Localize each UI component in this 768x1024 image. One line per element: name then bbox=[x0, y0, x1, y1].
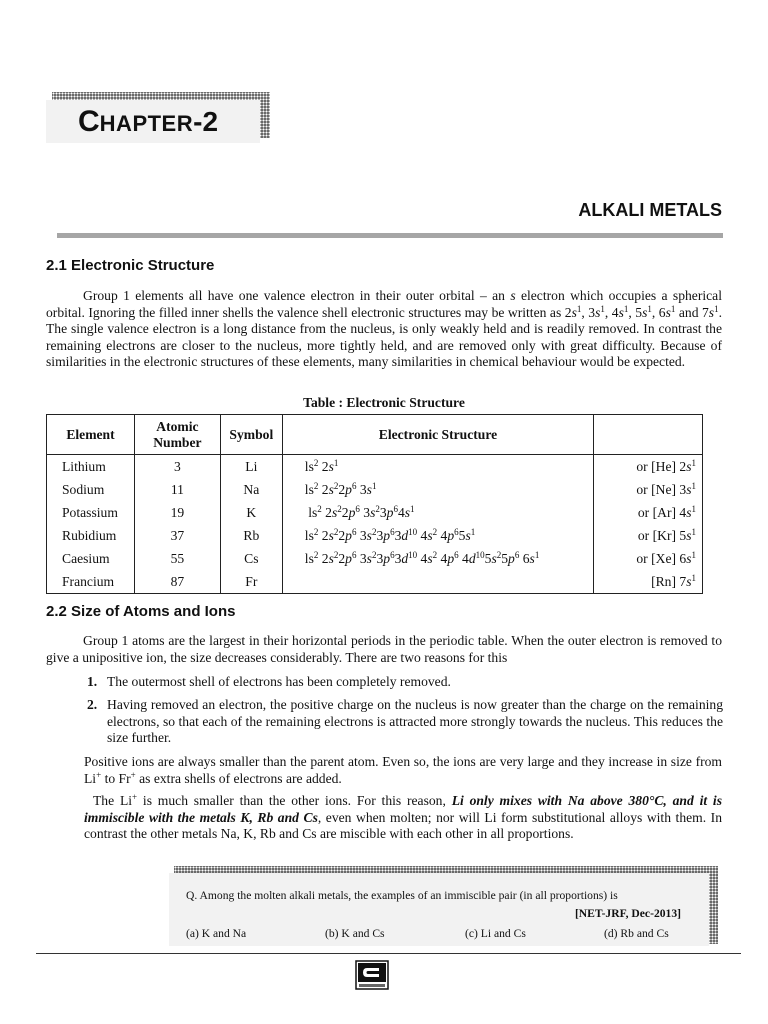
table-row bbox=[47, 501, 703, 524]
header-short-notation bbox=[594, 415, 703, 455]
electron-configuration: $ls^2$ $2s^22p^6$ $3s^23p^64s^1$ bbox=[282, 501, 593, 524]
table-header-row bbox=[47, 415, 703, 455]
header-atomic-number: Atomic Number bbox=[134, 415, 220, 455]
positive-ions-paragraph: Positive ions are always smaller than the parent atom. Even so, the ions are very large and they increase in size from Li+ to Fr+ as extra shells of electrons are added. bbox=[84, 754, 722, 786]
footer-divider bbox=[36, 953, 741, 954]
list-item bbox=[87, 697, 723, 747]
section-heading-electronic-structure: 2.1 Electronic Structure bbox=[46, 257, 215, 274]
option-c: (c) Li and Cs bbox=[465, 927, 526, 940]
short-notation: or [Xe] $6s^1$ bbox=[594, 547, 703, 570]
question-text: Q. Among the molten alkali metals, the examples of an immiscible pair (in all proportions) is bbox=[186, 889, 618, 902]
question-box bbox=[169, 873, 709, 946]
short-notation: or [Ar] $4s^1$ bbox=[594, 501, 703, 524]
atomic-number: 87 bbox=[134, 570, 220, 594]
chapter-label: CHAPTER-2 bbox=[46, 100, 260, 143]
electron-configuration bbox=[282, 570, 593, 594]
option-d: (d) Rb and Cs bbox=[604, 927, 669, 940]
size-intro-paragraph: Group 1 atoms are the largest in their horizontal periods in the periodic table. When the outer electron is removed to give a unipositive ion, the size decreases considerably. There are two reasons for this bbox=[46, 633, 722, 665]
header-symbol: Symbol bbox=[220, 415, 282, 455]
list-number: 1. bbox=[87, 674, 98, 689]
element-symbol: Na bbox=[220, 478, 282, 501]
header-electronic-structure: Electronic Structure bbox=[282, 415, 593, 455]
element-symbol: Li bbox=[220, 455, 282, 479]
table-row bbox=[47, 524, 703, 547]
element-name: Lithium bbox=[47, 455, 135, 479]
list-item bbox=[87, 674, 723, 691]
option-a: (a) K and Na bbox=[186, 927, 247, 940]
list-item-text: Having removed an electron, the positive charge on the nucleus is now greater than the charge on the remaining electrons, so that each of the remaining electrons is attracted more strongly towards the nucleus. This reduces the size further. bbox=[107, 697, 723, 746]
element-symbol: Rb bbox=[220, 524, 282, 547]
publisher-logo-icon bbox=[355, 960, 389, 990]
atomic-number: 11 bbox=[134, 478, 220, 501]
element-name: Sodium bbox=[47, 478, 135, 501]
section-heading-size-of-atoms: 2.2 Size of Atoms and Ions bbox=[46, 603, 236, 620]
lithium-ion-paragraph: The Li+ is much smaller than the other ions. For this reason, Li only mixes with Na above 380°C, and it is immiscible with the metals K, Rb and Cs, even when molten; nor will Li form substitutional alloys with them. In contrast the other metals Na, K, Rb and Cs are miscible with each other in all proportions. bbox=[84, 792, 722, 842]
header-element: Element bbox=[47, 415, 135, 455]
short-notation: or [Kr] $5s^1$ bbox=[594, 524, 703, 547]
element-symbol: Cs bbox=[220, 547, 282, 570]
table-row bbox=[47, 478, 703, 501]
atomic-number: 19 bbox=[134, 501, 220, 524]
element-name: Potassium bbox=[47, 501, 135, 524]
list-number: 2. bbox=[87, 697, 98, 712]
atomic-number: 55 bbox=[134, 547, 220, 570]
electronic-structure-table bbox=[46, 414, 703, 594]
element-name: Caesium bbox=[47, 547, 135, 570]
atomic-number: 37 bbox=[134, 524, 220, 547]
title-divider bbox=[57, 233, 723, 238]
electron-configuration: $ls^2$ $2s^22p^6$ $3s^1$ bbox=[282, 478, 593, 501]
list-item-text: The outermost shell of electrons has been completely removed. bbox=[107, 674, 451, 689]
electron-configuration: $ls^2$ $2s^22p^6$ $3s^23p^63d^{10}$ $4s^2$ $4p^6$ $4d^{10}5s^25p^6$ $6s^1$ bbox=[282, 547, 593, 570]
short-notation: or [Ne] $3s^1$ bbox=[594, 478, 703, 501]
atomic-number: 3 bbox=[134, 455, 220, 479]
table-row bbox=[47, 547, 703, 570]
electron-configuration: $ls^2$ $2s^22p^6$ $3s^23p^63d^{10}$ $4s^2$ $4p^65s^1$ bbox=[282, 524, 593, 547]
chapter-title: ALKALI METALS bbox=[578, 200, 722, 220]
table-row bbox=[47, 570, 703, 594]
question-source: [NET-JRF, Dec-2013] bbox=[574, 907, 681, 920]
element-name: Rubidium bbox=[47, 524, 135, 547]
electron-configuration: $ls^2$ $2s^1$ bbox=[282, 455, 593, 479]
electronic-structure-paragraph: Group 1 elements all have one valence electron in their outer orbital – an s electron which occupies a spherical orbital. Ignoring the filled inner shells the valence shell electronic structures may be written as $2s^1$, $3s^1$, $4s^1$, $5s^1$, $6s^1$ and $7s^1$. The single valence electron is a long distance from the nucleus, is only weakly held and is readily removed. In contrast the remaining electrons are closer to the nucleus, more tightly held, and are removed only with great difficulty. Because of similarities in the electronic structures of these elements, many similarities in chemical behaviour would be expected. bbox=[46, 288, 722, 370]
table-caption: Table : Electronic Structure bbox=[303, 395, 465, 410]
option-b: (b) K and Cs bbox=[325, 927, 385, 940]
element-symbol: K bbox=[220, 501, 282, 524]
element-name: Francium bbox=[47, 570, 135, 594]
element-symbol: Fr bbox=[220, 570, 282, 594]
short-notation: or [He] $2s^1$ bbox=[594, 455, 703, 479]
table-row bbox=[47, 455, 703, 479]
short-notation: [Rn] $7s^1$ bbox=[594, 570, 703, 594]
